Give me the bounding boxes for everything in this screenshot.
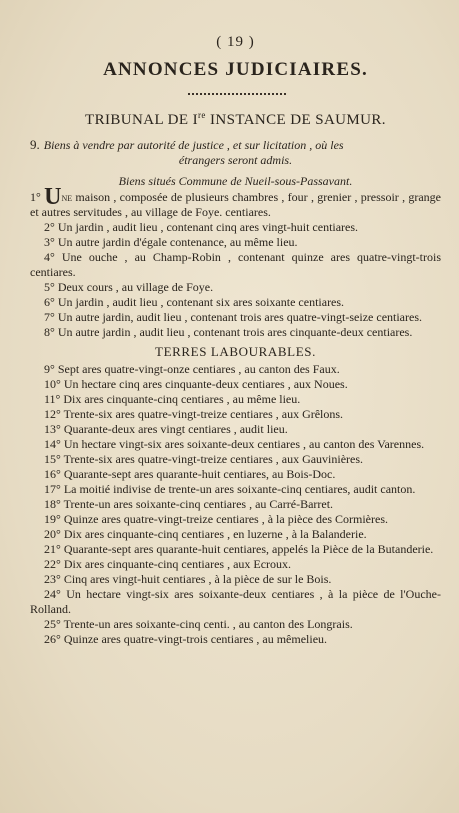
list-item <box>30 482 441 497</box>
location-heading: Biens situés Commune de Nueil-sous-Passavant. <box>118 174 353 188</box>
entry-number: 21° <box>44 542 61 556</box>
entry-text: Un autre jardin, audit lieu , contenant trois ares quatre-vingt-seize centiares. <box>57 310 423 324</box>
page-number: ( 19 ) <box>216 34 255 50</box>
entry-number: 19° <box>44 512 61 526</box>
entry-number: 17° <box>44 482 61 496</box>
entry-number: 11° <box>44 392 61 406</box>
list-item <box>30 280 441 295</box>
intro-line-1 <box>30 137 441 153</box>
list-item <box>30 392 441 407</box>
page-title: ANNONCES JUDICIAIRES. <box>103 59 368 80</box>
entry-text: Un autre jardin d'égale contenance, au même lieu. <box>57 235 298 249</box>
court-sup: re <box>198 110 206 120</box>
list-item <box>30 250 441 280</box>
entries-group-b <box>30 362 441 647</box>
notice-intro <box>30 137 441 168</box>
list-item <box>30 557 441 572</box>
entry-text: La moitié indivise de trente-un ares soixante-cinq centiares, audit canton. <box>63 482 416 496</box>
list-item <box>30 572 441 587</box>
entry-number: 18° <box>44 497 61 511</box>
list-item <box>30 452 441 467</box>
dotted-divider <box>188 93 286 95</box>
entry-number: 6° <box>44 295 55 309</box>
entry-number: 2° <box>44 220 55 234</box>
entries-list <box>30 184 441 647</box>
entries-group-a <box>30 220 441 340</box>
entry-number: 4° <box>44 250 55 264</box>
entry-text: Un autre jardin , audit lieu , contenant trois ares cinquante-deux centiares. <box>57 325 413 339</box>
entry-text: Un jardin , audit lieu , contenant six ares soixante centiares. <box>57 295 345 309</box>
list-item <box>30 542 441 557</box>
list-item <box>30 220 441 235</box>
list-item <box>30 295 441 310</box>
list-item <box>30 527 441 542</box>
intro-text-1: Biens à vendre par autorité de justice , et sur licitation , où les <box>43 138 344 152</box>
entry-text: Deux cours , au village de Foye. <box>57 280 214 294</box>
entry-text: Quarante-sept ares quarante-huit centiares, appelés la Pièce de la Butanderie. <box>63 542 434 556</box>
list-item <box>30 377 441 392</box>
entry-text: Trente-un ares soixante-cinq centiares , au Carré-Barret. <box>63 497 334 511</box>
entry-number: 9° <box>44 362 55 376</box>
section-heading: TERRES LABOURABLES. <box>155 344 316 359</box>
entry-number: 3° <box>44 235 55 249</box>
entry-text: Trente-six ares quatre-vingt-treize centiares , aux Gauvinières. <box>63 452 364 466</box>
entry-text: Quarante-deux ares vingt centiares , audit lieu. <box>63 422 288 436</box>
list-item <box>30 632 441 647</box>
list-item <box>30 497 441 512</box>
entry-text: Un hectare vingt-six ares soixante-deux centiares , au canton des Varennes. <box>63 437 425 451</box>
list-item <box>30 310 441 325</box>
entry-text: Trente-un ares soixante-cinq centi. , au canton des Longrais. <box>63 617 353 631</box>
entry-number: 22° <box>44 557 61 571</box>
entry-number: 15° <box>44 452 61 466</box>
court-suffix: INSTANCE DE SAUMUR. <box>205 112 386 128</box>
list-item <box>30 617 441 632</box>
entry-number: 8° <box>44 325 55 339</box>
entry-text: Dix ares cinquante-cinq centiares , aux Ecroux. <box>63 557 292 571</box>
notice-number: 9. <box>30 137 40 152</box>
list-item <box>30 422 441 437</box>
court-prefix: TRIBUNAL DE I <box>85 112 198 128</box>
entry-number: 7° <box>44 310 55 324</box>
entry-number: 12° <box>44 407 61 421</box>
list-item <box>30 407 441 422</box>
list-item <box>30 437 441 452</box>
list-item <box>30 362 441 377</box>
entry-text: Dix ares cinquante-cinq centiares , en luzerne , à la Balanderie. <box>63 527 367 541</box>
entry-number: 23° <box>44 572 61 586</box>
entry-text: Sept ares quatre-vingt-onze centiares , au canton des Faux. <box>57 362 340 376</box>
list-item <box>30 467 441 482</box>
list-item <box>30 587 441 617</box>
entry-number: 10° <box>44 377 61 391</box>
entry-text: Cinq ares vingt-huit centiares , à la pièce de sur le Bois. <box>63 572 332 586</box>
entry-number: 5° <box>44 280 55 294</box>
list-item <box>30 235 441 250</box>
entry-number: 14° <box>44 437 61 451</box>
entry-number: 20° <box>44 527 61 541</box>
entry-number: 26° <box>44 632 61 646</box>
entry-text: Une ouche , au Champ-Robin , contenant quinze ares quatre-vingt-trois centiares. <box>30 250 441 279</box>
entry-number: 25° <box>44 617 61 631</box>
entry-text: Un jardin , audit lieu , contenant cinq ares vingt-huit centiares. <box>57 220 359 234</box>
entry-text: Trente-six ares quatre-vingt-treize centiares , aux Grêlons. <box>63 407 344 421</box>
entry-text: Un hectare cinq ares cinquante-deux centiares , aux Noues. <box>63 377 348 391</box>
court-heading <box>30 110 441 129</box>
entry-number: 16° <box>44 467 61 481</box>
intro-line-2: étrangers seront admis. <box>178 153 293 167</box>
entry-number: 24° <box>44 587 61 601</box>
entry-text: Quarante-sept ares quarante-huit centiares, au Bois-Doc. <box>63 467 336 481</box>
drop-cap: U <box>44 184 62 210</box>
entry-text: Quinze ares quatre-vingt-trois centiares , au mêmelieu. <box>63 632 328 646</box>
entry-text: Un hectare vingt-six ares soixante-deux centiares , à la pièce de l'Ouche-Rolland. <box>30 587 441 616</box>
entry-text: Dix ares cinquante-cinq centiares , au même lieu. <box>63 392 301 406</box>
list-item <box>30 512 441 527</box>
entry-text: Quinze ares quatre-vingt-treize centiares , à la pièce des Cormières. <box>63 512 388 526</box>
list-item <box>30 325 441 340</box>
list-item: 1° Une maison , composée de plusieurs chambres , four , grenier , pressoir , grange et autres servitudes , au village de Foye. centiares. <box>30 184 441 219</box>
entry-number: 13° <box>44 422 61 436</box>
